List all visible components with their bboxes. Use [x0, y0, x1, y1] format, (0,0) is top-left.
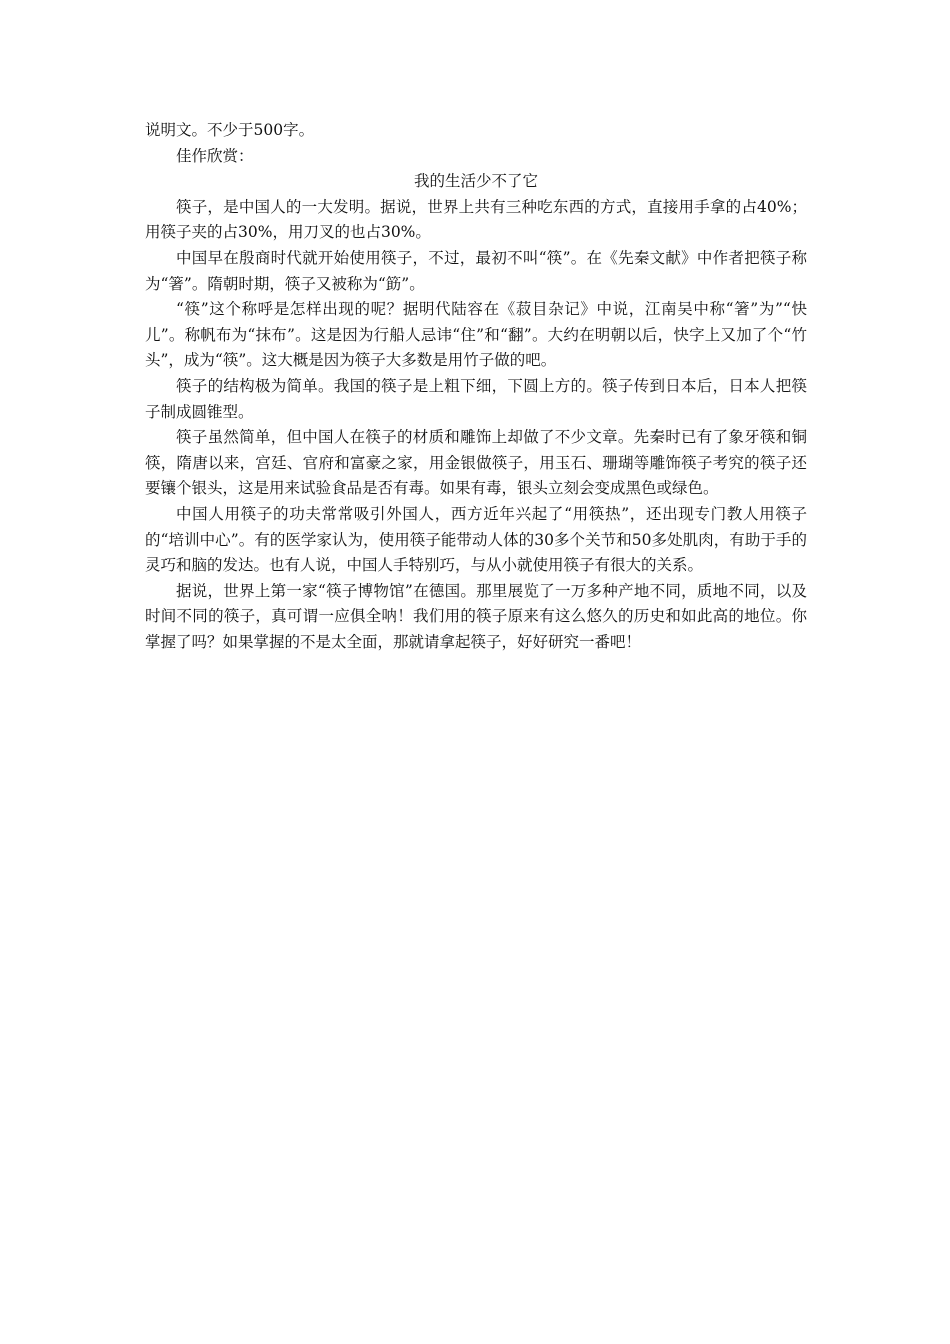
requirement-text: 说明文。不少于500字。: [145, 121, 315, 139]
essay-title: 我的生活少不了它: [413, 172, 538, 191]
essay-paragraph-5: 筷子虽然简单，但中国人在筷子的材质和雕饰上却做了不少文章。先秦时已有了象牙筷和铜筷，隋唐以来，宫廷、官府和富豪之家，用金银做筷子，用玉石、珊瑚等雕饰筷子考究的筷子还要镶个银头，这是用来试验食品是否有毒。如果有毒，银头立刻会变成黑色或绿色。: [145, 428, 807, 498]
essay-paragraph-3: “筷”这个称呼是怎样出现的呢？据明代陆容在《菽目杂记》中说，江南吴中称“箸”为”“快儿”。称帆布为“抹布”。这是因为行船人忌讳“住”和“翻”。大约在明朝以后，快字上又加了个“竹头”，成为“筷”。这大概是因为筷子大多数是用竹子做的吧。: [145, 300, 807, 370]
essay-paragraph-1: 筷子，是中国人的一大发明。据说，世界上共有三种吃东西的方式，直接用手拿的占40%；用筷子夹的占30%，用刀叉的也占30%。: [145, 197, 807, 242]
essay-paragraph-7: 据说，世界上第一家“筷子博物馆”在德国。那里展览了一万多种产地不同，质地不同，以及时间不同的筷子，真可谓一应俱全呐！我们用的筷子原来有这么悠久的历史和如此高的地位。你掌握了吗？如果掌握的不是太全面，那就请拿起筷子，好好研究一番吧！: [145, 581, 807, 651]
document-page: [145, 118, 807, 655]
essay-paragraph-6: 中国人用筷子的功夫常常吸引外国人，西方近年兴起了“用筷热”，还出现专门教人用筷子的“培训中心”。有的医学家认为，使用筷子能带动人体的30多个关节和50多处肌肉，有助于手的灵巧和脑的发达。也有人说，中国人手特别巧，与从小就使用筷子有很大的关系。: [145, 504, 807, 575]
appreciation-label: 佳作欣赏：: [176, 146, 254, 165]
essay-paragraph-2: 中国早在殷商时代就开始使用筷子，不过，最初不叫“筷”。在《先秦文献》中作者把筷子称为“箸”。隋朝时期，筷子又被称为“筯”。: [145, 248, 807, 293]
essay-paragraph-4: 筷子的结构极为简单。我国的筷子是上粗下细，下圆上方的。筷子传到日本后，日本人把筷子制成圆锥型。: [145, 376, 807, 421]
